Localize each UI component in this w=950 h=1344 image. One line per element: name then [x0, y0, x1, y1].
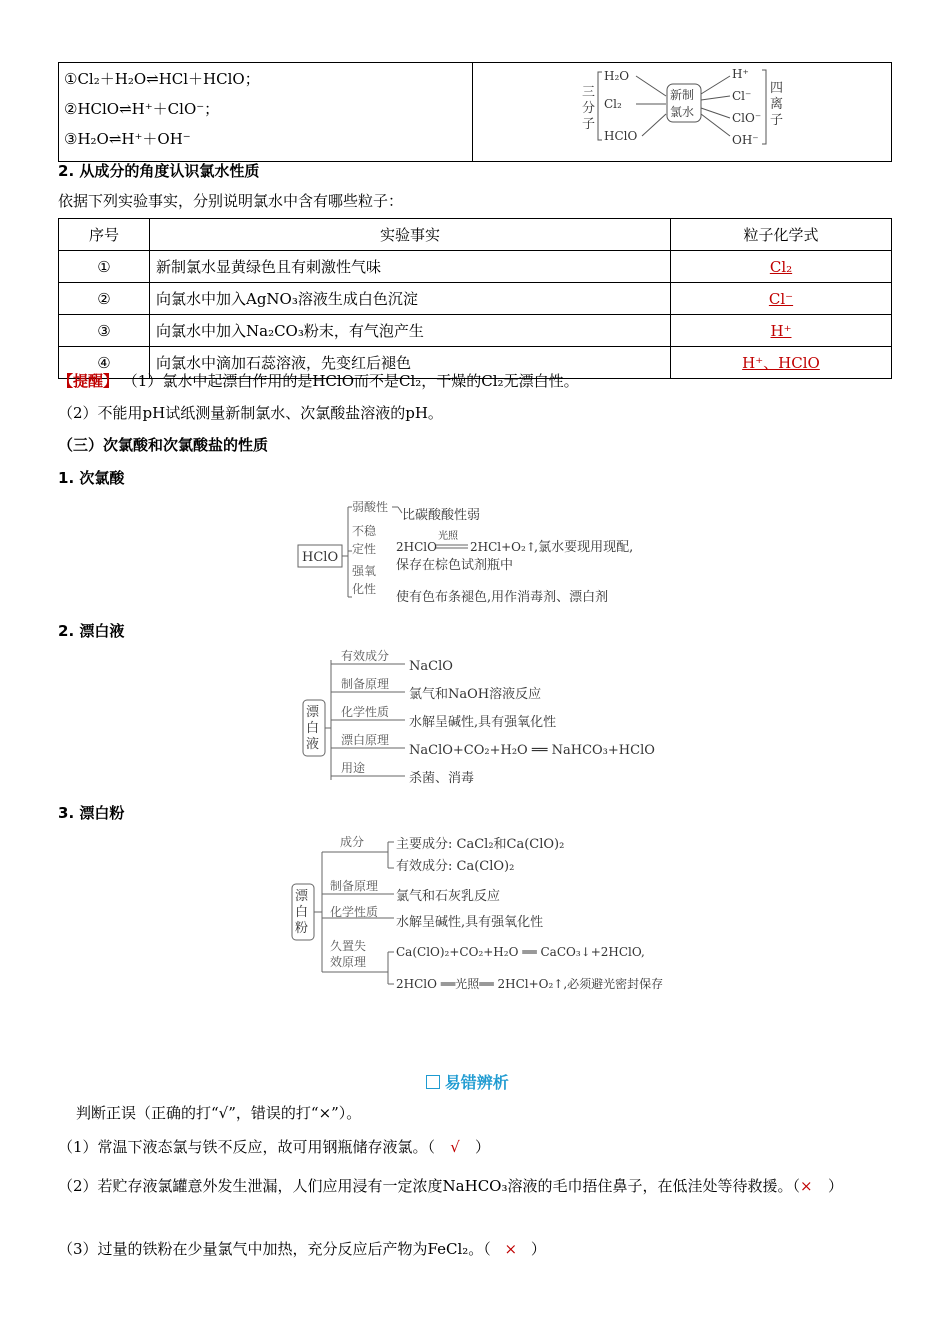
subheading-title: 漂白液: [79, 622, 125, 640]
center-line-1: 新制: [670, 88, 695, 102]
center-line-2: 氯水: [670, 105, 695, 119]
preparation-text: 氯气和石灰乳反应: [396, 889, 501, 904]
bleach-liquid-diagram: [295, 648, 665, 790]
error-item-3: [58, 1238, 546, 1259]
heading-number: 2: [58, 162, 69, 180]
equation-1: ①Cl₂＋H₂O⇌HCl＋HClO；: [64, 70, 260, 88]
equations-cell: [59, 63, 473, 162]
experiment-table: [58, 218, 892, 379]
particle-diagram-cell: [473, 63, 892, 162]
row-particle: H⁺、HClO: [742, 354, 820, 372]
column-header: 序号: [59, 219, 150, 251]
group-label-char: 离: [770, 97, 784, 112]
intro-text: 依据下列实验事实，分别说明氯水中含有哪些粒子：: [58, 192, 404, 210]
equation-3: ③H₂O⇌H⁺＋OH⁻: [64, 130, 191, 148]
label-expire-2: 效原理: [330, 955, 367, 969]
subheading-number: 2: [58, 622, 69, 640]
bleach-liquid-label: 用途: [341, 761, 366, 775]
ion-cl: Cl⁻: [732, 89, 752, 103]
section-3-heading: （三）次氯酸和次氯酸盐的性质: [58, 436, 269, 454]
branch-oxidizing-1: 强氧: [352, 564, 377, 578]
molecule-cl2: Cl₂: [604, 97, 622, 111]
row-number: ①: [59, 251, 150, 283]
close-paren: ）: [530, 1240, 546, 1258]
close-paren: ）: [828, 1177, 844, 1195]
center-char: 白: [295, 905, 309, 920]
expire-eq-2: 2HClO ══光照══ 2HCl+O₂↑,必须避光密封保存: [396, 977, 664, 991]
ion-h: H⁺: [732, 67, 749, 81]
group-label-char: 分: [582, 101, 596, 116]
row-fact: 向氯水中加入AgNO₃溶液生成白色沉淀: [150, 283, 671, 315]
bleach-liquid-text: NaClO: [409, 659, 453, 674]
answer-mark: ×: [800, 1177, 813, 1195]
ion-clo: ClO⁻: [732, 111, 762, 125]
error-item-text: （1）常温下液态氯与铁不反应，故可用钢瓶储存液氯。（: [58, 1138, 436, 1156]
group-label-char: 三: [582, 85, 596, 100]
error-item-2: [58, 1170, 892, 1202]
label-preparation: 制备原理: [330, 879, 379, 893]
particle-diagram: [474, 64, 890, 156]
error-item-1: [58, 1136, 490, 1157]
ionization-table: [58, 62, 892, 162]
bleach-liquid-label: 有效成分: [341, 649, 390, 663]
group-label-char: 子: [582, 117, 596, 132]
hclo-center-label: HClO: [302, 550, 339, 565]
bleach-liquid-label: 制备原理: [341, 677, 390, 691]
column-header: 粒子化学式: [671, 219, 892, 251]
weak-acid-text: 比碳酸酸性弱: [402, 508, 481, 523]
error-item-text: （2）若贮存液氯罐意外发生泄漏，人们应用浸有一定浓度NaHCO₃溶液的毛巾捂住鼻子，在低洼处等待救援。（: [58, 1177, 800, 1195]
composition-main: 主要成分: CaCl₂和Ca(ClO)₂: [396, 837, 565, 852]
row-number: ②: [59, 283, 150, 315]
label-expire-1: 久置失: [330, 939, 367, 953]
unstable-condition: 光照: [438, 531, 458, 542]
molecule-hclo: HClO: [604, 129, 638, 143]
answer-mark: √: [450, 1138, 460, 1156]
unstable-eq-left: 2HClO: [396, 540, 437, 554]
center-char: 白: [306, 721, 320, 736]
answer-mark: ×: [504, 1240, 518, 1258]
bleach-liquid-text: 杀菌、消毒: [409, 771, 475, 786]
subheading-bleach-liquid: 2. 漂白液: [58, 622, 125, 640]
label-chemical: 化学性质: [330, 905, 379, 919]
subheading-title: 次氯酸: [79, 469, 125, 487]
section-heading: 2. 从成分的角度认识氯水性质: [58, 162, 260, 180]
unstable-eq-right: 2HCl+O₂↑: [470, 540, 536, 554]
subheading-title: 漂白粉: [79, 804, 125, 822]
row-fact: 向氯水中加入Na₂CO₃粉末，有气泡产生: [150, 315, 671, 347]
equation-2: ②HClO⇌H⁺＋ClO⁻；: [64, 100, 220, 118]
bleach-liquid-text: NaClO+CO₂+H₂O ══ NaHCO₃+HClO: [409, 743, 655, 758]
oxidizing-text: 使有色布条褪色,用作消毒剂、漂白剂: [396, 590, 609, 605]
row-particle: Cl⁻: [768, 289, 794, 308]
chemical-text: 水解呈碱性,具有强氧化性: [396, 915, 544, 930]
center-char: 粉: [295, 921, 309, 936]
branch-unstable-1: 不稳: [352, 524, 377, 538]
heading-text: 从成分的角度认识氯水性质: [79, 162, 260, 180]
branch-unstable-2: 定性: [352, 542, 377, 556]
table-row: [59, 283, 892, 315]
row-number: ③: [59, 315, 150, 347]
bleach-powder-diagram: [290, 828, 670, 996]
unstable-note: ,氯水要现用现配,: [534, 540, 634, 555]
unstable-note-2: 保存在棕色试剂瓶中: [396, 558, 514, 573]
expire-eq-1: Ca(ClO)₂+CO₂+H₂O ══ CaCO₃↓+2HClO,: [396, 945, 645, 959]
table-row: [59, 315, 892, 347]
row-particle: Cl₂: [769, 257, 793, 276]
center-char: 液: [306, 737, 320, 752]
composition-effective: 有效成分: Ca(ClO)₂: [396, 859, 515, 874]
error-section-title: [426, 1070, 509, 1093]
branch-weak-acid: 弱酸性: [352, 500, 389, 514]
subheading-hclo: 1. 次氯酸: [58, 469, 125, 487]
row-particle: H⁺: [770, 321, 792, 340]
subheading-number: 3: [58, 804, 69, 822]
center-char: 漂: [306, 705, 320, 720]
row-number: ④: [59, 347, 150, 379]
bleach-liquid-label: 漂白原理: [341, 733, 390, 747]
error-item-text: （3）过量的铁粉在少量氯气中加热，充分反应后产物为FeCl₂。（: [58, 1240, 491, 1258]
row-fact: 向氯水中滴加石蕊溶液，先变红后褪色: [150, 347, 671, 379]
bleach-liquid-text: 氯气和NaOH溶液反应: [409, 687, 542, 702]
column-header: 实验事实: [150, 219, 671, 251]
error-intro: 判断正误（正确的打“√”，错误的打“×”）。: [76, 1104, 362, 1122]
checkbox-icon: [426, 1075, 440, 1089]
reminder-1: [58, 370, 579, 391]
row-fact: 新制氯水显黄绿色且有刺激性气味: [150, 251, 671, 283]
subheading-bleach-powder: 3. 漂白粉: [58, 804, 125, 822]
label-composition: 成分: [340, 835, 365, 849]
table-row: [59, 251, 892, 283]
molecule-h2o: H₂O: [604, 69, 630, 83]
close-paren: ）: [475, 1138, 491, 1156]
ion-oh: OH⁻: [732, 133, 759, 147]
center-char: 漂: [295, 889, 309, 904]
table-header-row: [59, 219, 892, 251]
group-label-char: 子: [770, 113, 784, 128]
hclo-diagram: [290, 495, 670, 610]
subheading-number: 1: [58, 469, 69, 487]
bleach-liquid-label: 化学性质: [341, 705, 390, 719]
bleach-liquid-text: 水解呈碱性,具有强氧化性: [409, 715, 557, 730]
branch-oxidizing-2: 化性: [352, 582, 377, 596]
group-label-char: 四: [770, 81, 784, 96]
error-title-text: 易错辨析: [444, 1073, 509, 1092]
reminder-text-1: （1）氯水中起漂白作用的是HClO而不是Cl₂，干燥的Cl₂无漂白性。: [122, 372, 579, 390]
reminder-label: 【提醒】: [58, 372, 119, 390]
reminder-2: （2）不能用pH试纸测量新制氯水、次氯酸盐溶液的pH。: [58, 404, 443, 422]
